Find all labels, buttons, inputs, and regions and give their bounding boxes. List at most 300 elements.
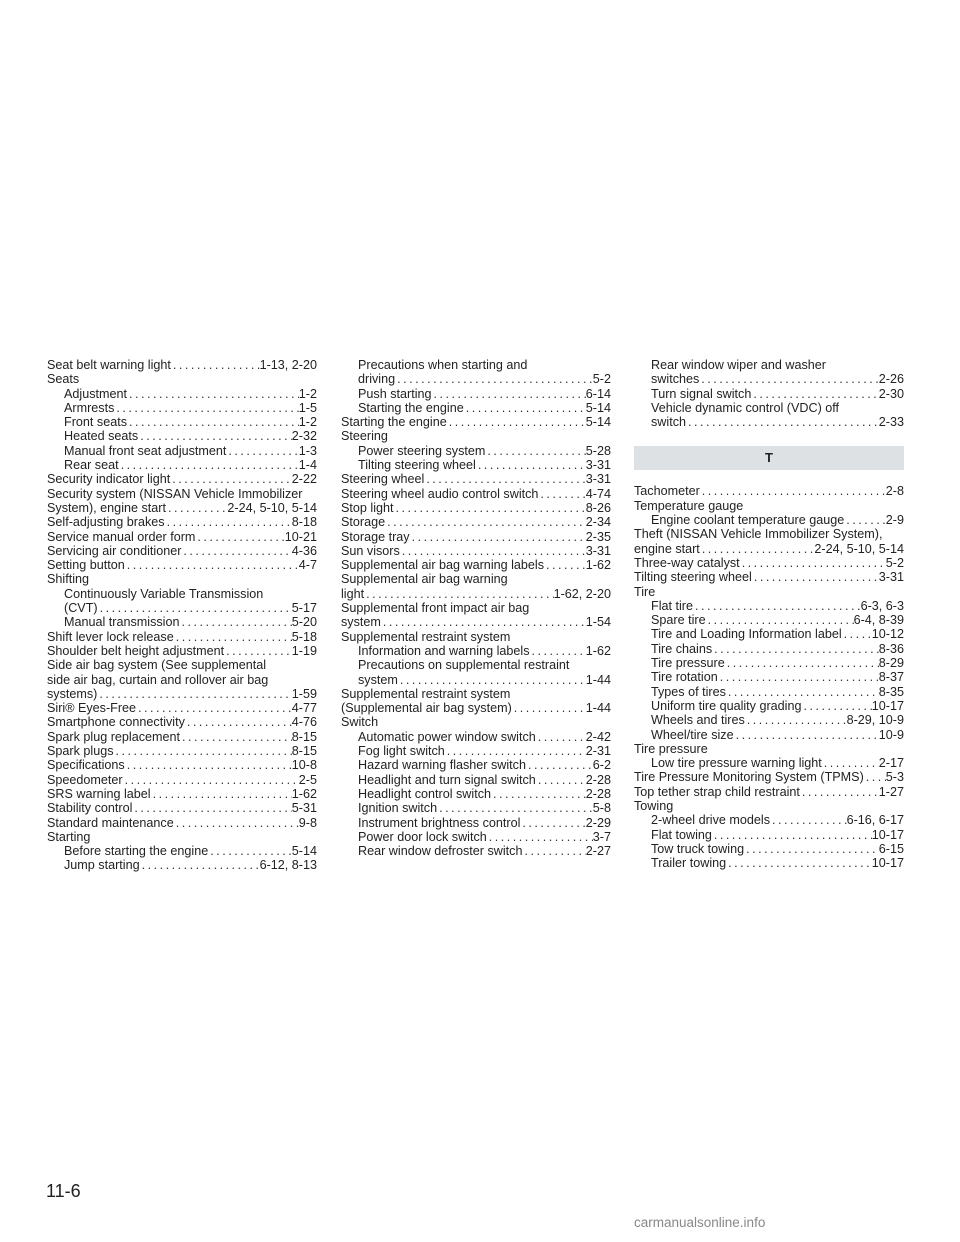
entry-term: Shoulder belt height adjustment (47, 643, 225, 658)
watermark: carmanualsonline.info (634, 1215, 766, 1230)
page-reference-link[interactable]: 1-2 (298, 415, 317, 430)
dot-leader (98, 601, 292, 615)
index-entry (47, 429, 317, 443)
index-entry (634, 570, 904, 584)
index-entry (341, 816, 611, 830)
dot-leader (138, 429, 292, 443)
index-heading: Supplemental restraint system (341, 686, 511, 701)
page-reference-link[interactable]: 2-17 (878, 756, 904, 771)
page-reference-link[interactable]: 2-34 (585, 515, 611, 530)
index-entry (341, 758, 611, 772)
page-reference-link[interactable]: 4-36 (291, 543, 317, 558)
entry-term: driving (358, 372, 396, 387)
dot-leader (686, 415, 879, 429)
index-entry (634, 828, 904, 842)
page-reference-link[interactable]: 10-17 (871, 698, 904, 713)
entry-term: Storage (341, 515, 386, 530)
page-reference-link[interactable]: 1-2 (298, 386, 317, 401)
index-entry (47, 501, 317, 515)
index-entry (47, 816, 317, 830)
index-entry (47, 544, 317, 558)
index-heading: Theft (NISSAN Vehicle Immobilizer System), (634, 527, 883, 542)
entry-term: (Supplemental air bag system) (341, 701, 512, 716)
entry-term: Spark plugs (47, 744, 114, 759)
page-reference-link[interactable]: 1-4 (298, 458, 317, 473)
page-reference-link[interactable]: 8-15 (291, 744, 317, 759)
page-reference-link[interactable]: 3-31 (585, 543, 611, 558)
index-subheading: Precautions on supplemental restraint (358, 658, 570, 673)
entry-term: Trailer towing (651, 856, 727, 871)
entry-term: Spark plug replacement (47, 729, 181, 744)
dot-leader (520, 816, 585, 830)
index-entry (341, 372, 611, 386)
page-reference-link[interactable]: 5-2 (592, 372, 611, 387)
dot-leader (398, 673, 586, 687)
index-entry (634, 387, 904, 401)
index-entry (47, 415, 317, 429)
dot-leader (180, 615, 292, 629)
entry-term: Fog light switch (358, 744, 445, 759)
page-reference-link[interactable]: 5-17 (291, 601, 317, 616)
entry-term: Speedometer (47, 772, 123, 787)
dot-leader (119, 458, 299, 472)
entry-term: Service manual order form (47, 529, 196, 544)
index-entry (341, 615, 611, 629)
page-reference-link[interactable]: 10-21 (284, 529, 317, 544)
page-reference-link[interactable]: 10-17 (871, 856, 904, 871)
page-reference-link[interactable]: 9-8 (298, 815, 317, 830)
page-reference-link[interactable]: 2-32 (291, 429, 317, 444)
index-entry (634, 484, 904, 498)
index-entry (634, 599, 904, 613)
index-entry (341, 558, 611, 572)
dot-leader (544, 558, 586, 572)
page-reference-link[interactable]: 6-16, 6-17 (846, 813, 904, 828)
index-entry (341, 472, 611, 486)
index-entry (47, 558, 317, 572)
page-reference-link[interactable]: 10-17 (871, 827, 904, 842)
entry-term: Tire Pressure Monitoring System (TPMS) (634, 770, 864, 785)
page-reference-link[interactable]: 5-31 (291, 801, 317, 816)
page-reference-link[interactable]: 5-28 (585, 443, 611, 458)
entry-term: Hazard warning flasher switch (358, 758, 526, 773)
index-subheading: Continuously Variable Transmission (64, 586, 264, 601)
index-entry (341, 515, 611, 529)
index-heading: Side air bag system (See supplemental (47, 658, 267, 673)
index-entry (634, 813, 904, 827)
index-entry (634, 627, 904, 641)
index-heading: Towing (634, 799, 674, 814)
entry-term: Ignition switch (358, 801, 438, 816)
dot-leader (381, 615, 586, 629)
page-reference-link[interactable]: 10-9 (878, 727, 904, 742)
page-reference-link[interactable]: 2-9 (885, 513, 904, 528)
dot-leader (97, 687, 291, 701)
index-entry (47, 387, 317, 401)
dot-leader (800, 785, 879, 799)
page-reference-link[interactable]: 2-26 (878, 372, 904, 387)
index-entry (341, 501, 611, 515)
entry-term: Shift lever lock release (47, 629, 174, 644)
dot-leader (123, 773, 299, 787)
entry-term: Steering wheel audio control switch (341, 486, 539, 501)
page-reference-link[interactable]: 1-3 (298, 443, 317, 458)
dot-leader (476, 458, 586, 472)
entry-term: Specifications (47, 758, 125, 773)
dot-leader (400, 544, 586, 558)
page-reference-link[interactable]: 2-24, 5-10, 5-14 (227, 500, 317, 515)
page-reference-link[interactable]: 2-30 (878, 386, 904, 401)
index-entry (634, 856, 904, 870)
dot-leader (432, 387, 586, 401)
entry-term: Engine coolant temperature gauge (651, 513, 845, 528)
dot-leader (751, 387, 878, 401)
page-reference-link[interactable]: 2-33 (878, 415, 904, 430)
index-heading: Switch (341, 715, 379, 730)
page-reference-link[interactable]: 8-26 (585, 500, 611, 515)
dot-leader (437, 801, 593, 815)
index-entry (47, 730, 317, 744)
page-reference-link[interactable]: 1-44 (585, 701, 611, 716)
dot-leader (752, 570, 879, 584)
dot-leader (485, 444, 585, 458)
entry-term: Self-adjusting brakes (47, 515, 165, 530)
page-reference-link[interactable]: 3-7 (592, 829, 611, 844)
index-entry (634, 713, 904, 727)
index-entry (634, 542, 904, 556)
page-reference-link[interactable]: 1-19 (291, 643, 317, 658)
dot-leader (693, 599, 861, 613)
index-entry (47, 401, 317, 415)
index-heading: Shifting (47, 572, 90, 587)
entry-term: Power door lock switch (358, 829, 487, 844)
dot-leader (740, 556, 886, 570)
index-entry (341, 530, 611, 544)
entry-term: Three-way catalyst (634, 555, 740, 570)
index-entry (341, 387, 611, 401)
entry-term: Turn signal switch (651, 386, 752, 401)
entry-term: engine start (634, 541, 700, 556)
index-entry (341, 801, 611, 815)
index-entry (634, 372, 904, 386)
entry-term: Spare tire (651, 613, 706, 628)
dot-leader (770, 813, 847, 827)
index-entry (47, 687, 317, 701)
index-entry (47, 773, 317, 787)
page-reference-link[interactable]: 8-36 (878, 641, 904, 656)
index-entry (47, 444, 317, 458)
entry-term: Starting the engine (358, 400, 464, 415)
dot-leader (745, 713, 847, 727)
page-reference-link[interactable]: 2-28 (585, 772, 611, 787)
dot-leader (700, 542, 815, 556)
index-entry (634, 656, 904, 670)
dot-leader (364, 587, 553, 601)
entry-term: Rear seat (64, 458, 119, 473)
index-entry (47, 458, 317, 472)
dot-leader (844, 513, 886, 527)
index-subheading: Precautions when starting and (358, 358, 528, 372)
dot-leader (712, 828, 872, 842)
page-reference-link[interactable]: 5-14 (585, 400, 611, 415)
page-reference-link[interactable]: 10-8 (291, 758, 317, 773)
entry-term: Tow truck towing (651, 841, 745, 856)
dot-leader (114, 401, 298, 415)
page-reference-link[interactable]: 6-15 (878, 841, 904, 856)
index-heading: Supplemental front impact air bag (341, 601, 530, 616)
index-entry (634, 785, 904, 799)
entry-term: system (341, 615, 381, 630)
dot-leader (725, 656, 879, 670)
page-reference-link[interactable]: 5-20 (291, 615, 317, 630)
page-reference-link[interactable]: 1-62 (585, 643, 611, 658)
dot-leader (136, 701, 292, 715)
page-reference-link[interactable]: 2-42 (585, 729, 611, 744)
dot-leader (491, 787, 586, 801)
entry-term: SRS warning label (47, 786, 151, 801)
page-reference-link[interactable]: 8-35 (878, 684, 904, 699)
entry-term: System), engine start (47, 500, 166, 515)
index-entry (47, 615, 317, 629)
index-heading: Steering (341, 429, 388, 444)
dot-leader (226, 444, 298, 458)
entry-term: Steering wheel (341, 472, 425, 487)
index-entry (341, 587, 611, 601)
page-reference-link[interactable]: 4-74 (585, 486, 611, 501)
index-entry (47, 701, 317, 715)
index-entry (634, 842, 904, 856)
index-entry (47, 515, 317, 529)
dot-leader (171, 358, 260, 372)
page-reference-link[interactable]: 5-3 (885, 770, 904, 785)
page-reference-link[interactable]: 2-27 (585, 844, 611, 859)
page-reference-link[interactable]: 1-59 (291, 686, 317, 701)
page-reference-link[interactable]: 1-54 (585, 615, 611, 630)
dot-leader (424, 472, 585, 486)
page-reference-link[interactable]: 2-8 (885, 484, 904, 499)
index-column-1 (47, 358, 317, 873)
page-reference-link[interactable]: 8-29 (878, 656, 904, 671)
page-reference-link[interactable]: 4-76 (291, 715, 317, 730)
page-reference-link[interactable]: 5-8 (592, 801, 611, 816)
entry-term: Security indicator light (47, 472, 171, 487)
page-reference-link[interactable]: 2-29 (585, 815, 611, 830)
page-reference-link[interactable]: 2-22 (291, 472, 317, 487)
page-reference-link[interactable]: 3-31 (585, 458, 611, 473)
dot-leader (170, 472, 292, 486)
page-reference-link[interactable]: 3-31 (585, 472, 611, 487)
page-reference-link[interactable]: 5-14 (291, 844, 317, 859)
dot-leader (127, 415, 299, 429)
dot-leader (127, 387, 299, 401)
entry-term: Tire chains (651, 641, 713, 656)
index-column-2 (341, 358, 611, 858)
page-reference-link[interactable]: 6-3, 6-3 (860, 598, 904, 613)
index-heading: Security system (NISSAN Vehicle Immobilizer (47, 486, 303, 501)
entry-term: Adjustment (64, 386, 127, 401)
entry-term: Tire and Loading Information label (651, 627, 842, 642)
page-reference-link[interactable]: 6-12, 8-13 (259, 858, 317, 873)
page-reference-link[interactable]: 4-7 (298, 558, 317, 573)
entry-term: switch (651, 415, 686, 430)
dot-leader (151, 787, 292, 801)
dot-leader (208, 844, 292, 858)
page-reference-link[interactable]: 5-2 (885, 555, 904, 570)
entry-term: Flat towing (651, 827, 712, 842)
entry-term: Heated seats (64, 429, 139, 444)
dot-leader (822, 756, 879, 770)
page-reference-link[interactable]: 8-29, 10-9 (846, 713, 904, 728)
dot-leader (744, 842, 879, 856)
page-reference-link[interactable]: 6-14 (585, 386, 611, 401)
entry-term: (CVT) (64, 601, 98, 616)
dot-leader (512, 701, 586, 715)
entry-term: switches (651, 372, 700, 387)
index-subheading: Rear window wiper and washer (651, 358, 826, 372)
dot-leader (726, 685, 879, 699)
page-reference-link[interactable]: 8-37 (878, 670, 904, 685)
index-entry (634, 556, 904, 570)
entry-term: Push starting (358, 386, 432, 401)
entry-term: Wheels and tires (651, 713, 745, 728)
index-heading: Tire pressure (634, 741, 708, 756)
dot-leader (174, 630, 292, 644)
dot-leader (522, 844, 585, 858)
index-heading: Tire (634, 584, 656, 599)
index-entry (341, 773, 611, 787)
dot-leader (712, 642, 879, 656)
index-heading: Starting (47, 829, 91, 844)
entry-term: Jump starting (64, 858, 140, 873)
dot-leader (185, 715, 292, 729)
page-reference-link[interactable]: 2-24, 5-10, 5-14 (814, 541, 904, 556)
dot-leader (536, 730, 586, 744)
entry-term: Tachometer (634, 484, 700, 499)
entry-term: Supplemental air bag warning labels (341, 558, 545, 573)
dot-leader (385, 515, 586, 529)
dot-leader (536, 773, 586, 787)
index-entry (341, 415, 611, 429)
dot-leader (132, 801, 291, 815)
page-reference-link[interactable]: 1-27 (878, 784, 904, 799)
entry-term: Tire rotation (651, 670, 718, 685)
entry-term: light (341, 586, 365, 601)
entry-term: Tilting steering wheel (358, 458, 476, 473)
index-entry (634, 415, 904, 429)
dot-leader (394, 501, 586, 515)
entry-term: Tire pressure (651, 656, 725, 671)
index-entry (47, 858, 317, 872)
entry-term: Stop light (341, 500, 394, 515)
page-reference-link[interactable]: 5-18 (291, 629, 317, 644)
dot-leader (726, 856, 872, 870)
entry-term: Before starting the engine (64, 844, 209, 859)
index-group-t (634, 484, 904, 870)
index-entry (341, 644, 611, 658)
page-reference-link[interactable]: 1-5 (298, 400, 317, 415)
page-reference-link[interactable]: 10-12 (871, 627, 904, 642)
index-entry (634, 513, 904, 527)
page-reference-link[interactable]: 8-18 (291, 515, 317, 530)
index-entry (47, 744, 317, 758)
entry-term: Armrests (64, 400, 115, 415)
dot-leader (224, 644, 292, 658)
index-entry (47, 530, 317, 544)
dot-leader (842, 627, 872, 641)
page-reference-link[interactable]: 4-77 (291, 701, 317, 716)
page-reference-link[interactable]: 3-31 (878, 570, 904, 585)
page-reference-link[interactable]: 1-13, 2-20 (259, 358, 317, 372)
dot-leader (530, 644, 586, 658)
entry-term: Front seats (64, 415, 127, 430)
index-heading: side air bag, curtain and rollover air bag (47, 672, 269, 687)
index-entry (341, 401, 611, 415)
entry-term: Sun visors (341, 543, 400, 558)
page-number: 11-6 (46, 1181, 81, 1201)
entry-term: systems) (47, 686, 98, 701)
page-reference-link[interactable]: 2-5 (298, 772, 317, 787)
entry-term: Standard maintenance (47, 815, 174, 830)
index-entry (47, 472, 317, 486)
dot-leader (140, 858, 260, 872)
page-reference-link[interactable]: 2-31 (585, 744, 611, 759)
entry-term: Manual front seat adjustment (64, 443, 227, 458)
index-entry (47, 715, 317, 729)
dot-leader (181, 544, 291, 558)
dot-leader (699, 372, 878, 386)
entry-term: Tilting steering wheel (634, 570, 752, 585)
index-heading: Supplemental restraint system (341, 629, 511, 644)
entry-term: Starting the engine (341, 415, 447, 430)
page-reference-link[interactable]: 1-44 (585, 672, 611, 687)
dot-leader (734, 728, 879, 742)
dot-leader (864, 770, 886, 784)
index-subheading: Vehicle dynamic control (VDC) off (651, 400, 840, 415)
dot-leader (166, 501, 227, 515)
page-reference-link[interactable]: 8-15 (291, 729, 317, 744)
page-reference-link[interactable]: 5-14 (585, 415, 611, 430)
dot-leader (447, 415, 586, 429)
entry-term: Power steering system (358, 443, 486, 458)
index-entry (47, 644, 317, 658)
index-entry (341, 830, 611, 844)
entry-term: Headlight and turn signal switch (358, 772, 536, 787)
dot-leader (445, 744, 586, 758)
dot-leader (410, 530, 586, 544)
index-entry (47, 630, 317, 644)
page-reference-link[interactable]: 1-62 (585, 558, 611, 573)
entry-term: 2-wheel drive models (651, 813, 770, 828)
page-reference-link[interactable]: 2-28 (585, 786, 611, 801)
dot-leader (700, 484, 886, 498)
dot-leader (174, 816, 299, 830)
page-reference-link[interactable]: 6-2 (592, 758, 611, 773)
entry-term: Top tether strap child restraint (634, 784, 800, 799)
dot-leader (802, 699, 872, 713)
entry-term: Rear window defroster switch (358, 844, 523, 859)
entry-term: Manual transmission (64, 615, 180, 630)
dot-leader (526, 758, 593, 772)
page-reference-link[interactable]: 6-4, 8-39 (853, 613, 904, 628)
page-reference-link[interactable]: 2-35 (585, 529, 611, 544)
page-reference-link[interactable]: 1-62, 2-20 (553, 586, 611, 601)
dot-leader (180, 730, 292, 744)
dot-leader (706, 613, 854, 627)
page-reference-link[interactable]: 1-62 (291, 786, 317, 801)
entry-term: Wheel/tire size (651, 727, 734, 742)
index-entry (47, 358, 317, 372)
entry-term: Stability control (47, 801, 133, 816)
